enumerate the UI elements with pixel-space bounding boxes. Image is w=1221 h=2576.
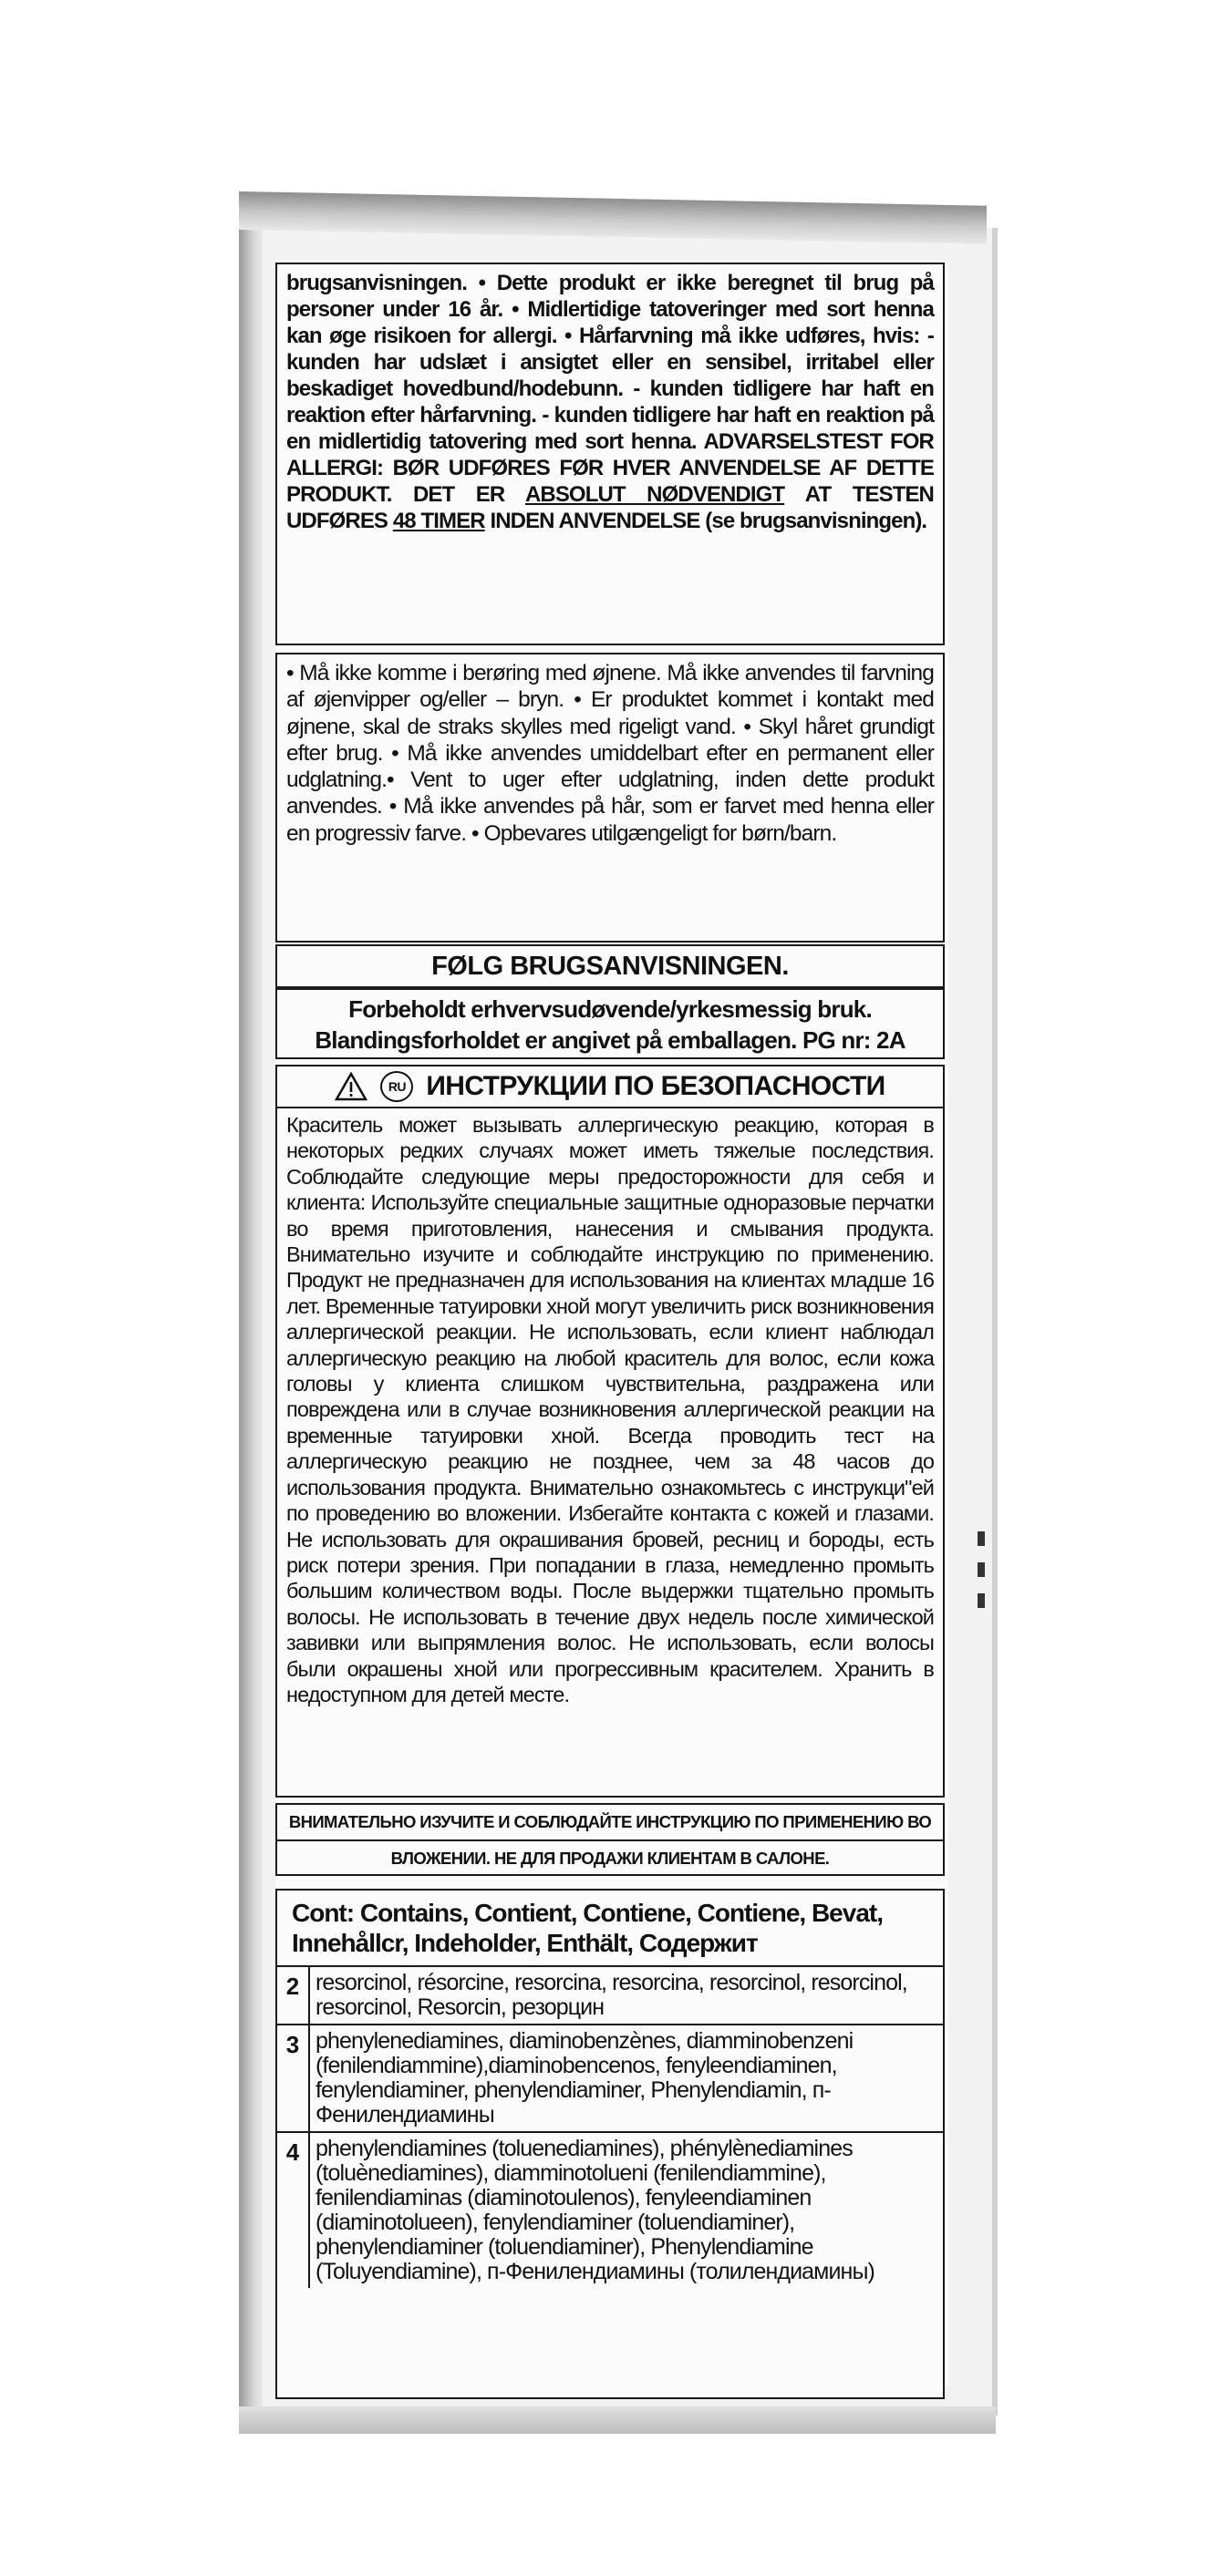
table-row xyxy=(277,2024,943,2131)
ingredient-number: 4 xyxy=(277,2133,310,2288)
warning-triangle-icon xyxy=(335,1072,367,1101)
russian-notice-line2: ВЛОЖЕНИИ. НЕ ДЛЯ ПРОДАЖИ КЛИЕНТАМ В САЛОНЕ. xyxy=(390,1849,830,1868)
russian-safety-header xyxy=(277,1066,943,1108)
russian-safety-text: Краситель может вызывать аллергическую реакцию, которая в некоторых редких случаях может иметь тяжелые последствия. Соблюдайте следующие меры предосторожности для себя и клиента: Используйте специальные защитные одноразовые перчатки во время приготовления, нанесения и смывания продукта. Внимательно изучите и соблюдайте инструкцию по применению. Продукт не предназначен для использования на клиентах младше 16 лет. Временные татуировки хной могут увеличить риск возникновения аллергической реакции. Не использовать, если клиент наблюдал аллергическую реакцию на любой краситель для волос, если кожа головы у клиента слишком чувствительна, раздражена или повреждена или в случае возникновения аллергической реакции на временные татуировки хной. Всегда проводить тест на аллергическую реакцию не позднее, чем за 48 часов до использования продукта. Внимательно ознакомьтесь с инструкци"ей по проведению во вложении. Избегайте контакта с кожей и глазами. Не использовать для окрашивания бровей, ресниц и бороды, есть риск потери зрения. При попадании в глаза, немедленно промыть большим количеством воды. После выдержки тщательно промыть волосы. Не использовать в течение двух недель после химической завивки или выпрямления волос. Не использовать, если волосы были окрашены хной или прогрессивным красителем. Хранить в недоступном для детей месте. xyxy=(286,1113,934,1706)
contents-header: Cont: Contains, Contient, Contiene, Contiene, Bevat, Innehållcr, Indeholder, Enthält, Содержит xyxy=(292,1899,883,1957)
professional-use-box xyxy=(275,988,945,1059)
danish-warning-section xyxy=(275,263,945,645)
ru-language-badge: RU xyxy=(380,1071,413,1102)
print-registration-marks xyxy=(978,1531,987,1624)
ingredient-number: 3 xyxy=(277,2025,310,2131)
box-bottom-edge xyxy=(239,2406,996,2434)
follow-instructions-text: FØLG BRUGSANVISNINGEN. xyxy=(431,952,789,981)
table-row xyxy=(277,1965,943,2024)
russian-notice-box xyxy=(275,1803,945,1876)
russian-safety-title: ИНСТРУКЦИИ ПО БЕЗОПАСНОСТИ xyxy=(426,1071,885,1101)
ingredient-label xyxy=(275,263,948,2386)
danish-eye-warning-text: • Må ikke komme i berøring med øjnene. Må ikke anvendes til farvning af øjenvipper og/eller – bryn. • Er produktet kommet i kontakt med øjnene, skal de straks skylles med rigeligt vand. • Skyl håret grundigt efter brug. • Må ikke anvendes umiddelbart efter en permanent eller udglatning.• Vent to uger efter udglatning, inden dette produkt anvendes. • Må ikke anvendes på hår, som er farvet med henna eller en progressiv farve. • Opbevares utilgængeligt for børn/barn. xyxy=(286,661,934,846)
table-row xyxy=(277,2131,943,2288)
box-side-edge xyxy=(239,195,264,2410)
russian-safety-section xyxy=(275,1065,945,1798)
danish-warning-text: brugsanvisningen. • Dette produkt er ikke beregnet til brug på personer under 16 år. • Midlertidige tatoveringer med sort henna kan øge risikoen for allergi. • Hårfarvning må ikke udføres, hvis: - kunden har udslæt i ansigtet eller en sensibel, irritabel eller beskadiget hovedbund/hodebunn. - kunden tidligere har haft en reaktion efter hårfarvning. - kunden tidligere har haft en reaktion på en midlertidig tatovering med sort henna. ADVARSELSTEST FOR ALLERGI: BØR UDFØRES FØR HVER ANVENDELSE AF DETTE PRODUKT. DET ER ABSOLUT NØDVENDIGT AT TESTEN UDFØRES 48 TIMER INDEN ANVENDELSE (se brugsanvisningen). xyxy=(286,271,934,533)
danish-eye-warning-section xyxy=(275,653,945,943)
mixing-ratio-text: Blandingsforholdet er angivet på emballagen. PG nr: 2A xyxy=(315,1026,905,1054)
contents-table xyxy=(275,1889,945,2399)
russian-notice-line1: ВНИМАТЕЛЬНО ИЗУЧИТЕ И СОБЛЮДАЙТЕ ИНСТРУКЦИЮ ПО ПРИМЕНЕНИЮ ВО xyxy=(277,1805,943,1841)
ingredient-text: phenylenediamines, diaminobenzènes, diamminobenzeni (fenilendiammine),diaminobencenos, fenyleendiaminen, fenylendiaminer, phenylendiaminer, Phenylendiamin, п-Фенилендиамины xyxy=(316,2028,854,2128)
professional-use-text: Forbeholdt erhvervsudøvende/yrkesmessig bruk. xyxy=(348,995,872,1023)
follow-instructions-box xyxy=(275,944,945,988)
ingredient-text: resorcinol, résorcine, resorcina, resorcina, resorcinol, resorcinol, resorcinol, Resorcin, резорцин xyxy=(316,1970,907,2020)
ingredient-text: phenylendiamines (toluenediamines), phénylènediamines (toluènediamines), diamminotolueni (fenilendiammine), fenilendiaminas (diaminotoulenos), fenyleendiaminen (diaminotolueen), fenylendiaminer (toluendiaminer), phenylendiaminer (toluendiaminer), Phenylendiamine (Toluyendiamine), п-Фенилендиамины (толилендиамины) xyxy=(316,2136,874,2284)
ingredient-number: 2 xyxy=(277,1967,310,2024)
